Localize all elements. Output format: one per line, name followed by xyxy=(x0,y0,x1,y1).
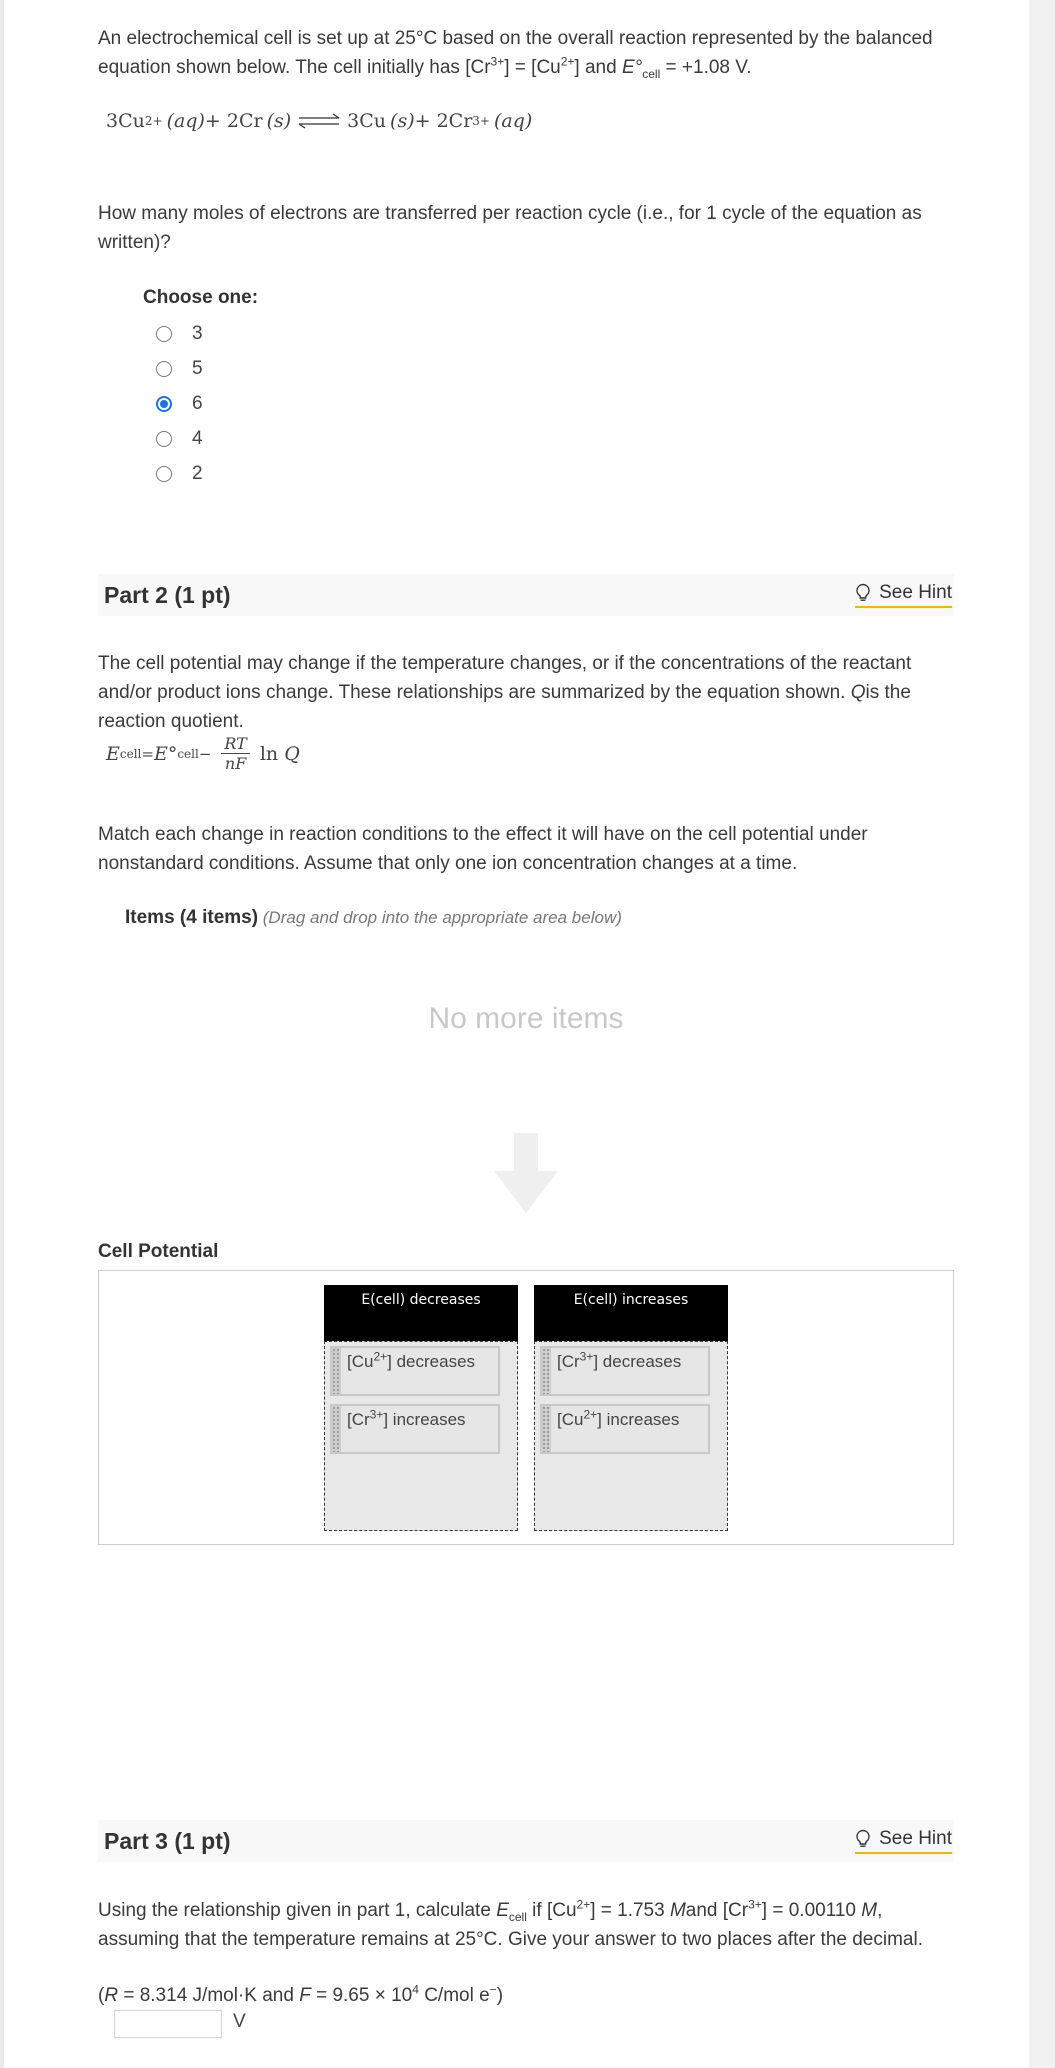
choice-group xyxy=(143,287,999,491)
scrollbar-track[interactable] xyxy=(1029,0,1055,2068)
drag-handle-icon[interactable] xyxy=(332,1406,341,1452)
radio-button-checked[interactable] xyxy=(156,396,172,412)
choice-option[interactable]: 4 xyxy=(156,421,999,456)
part3-header xyxy=(98,1820,954,1862)
question-line-1: How many moles of electrons are transferred per reaction cycle (i.e., for 1 cycle of the equation as xyxy=(98,203,922,224)
part3-title: Part 3 (1 pt) xyxy=(104,1827,231,1854)
intro-line-2: equation shown below. The cell initially has $[Cr^{3+}] = [Cu^{2+}]$ and $E^\circ_{cell} = +1.08$ V. xyxy=(98,54,752,81)
radio-button[interactable] xyxy=(156,361,172,377)
drag-item[interactable]: $[Cu^{2+}]$ increases xyxy=(540,1404,710,1454)
drag-item[interactable]: $[Cr^{3+}]$ increases xyxy=(330,1404,500,1454)
choose-one-label: Choose one: xyxy=(143,287,259,308)
question-line-2: written)? xyxy=(98,232,171,253)
items-header: Items (4 items) (Drag and drop into the appropriate area below) xyxy=(125,907,622,928)
bin-header: E(cell) increases xyxy=(534,1285,728,1341)
choice-option[interactable]: 2 xyxy=(156,456,999,491)
part3-constants: (R = 8.314 J/mol·K and $F = 9.65 \times 10^4$ C/mol e−) xyxy=(98,1982,504,2006)
part3-text: Using the relationship given in part 1, calculate $E_{cell}$ if $[Cu^{2+}] = 1.753$ Mand $[Cr^{3+}] = 0.00110$ M, assuming that the temperature remains at 25°C. Give your answer to two places after the decimal. xyxy=(98,1897,923,1950)
radio-button[interactable] xyxy=(156,326,172,342)
cell-potential-dropzone xyxy=(98,1270,954,1545)
nernst-equation: E cell = E° cell − $\frac{RT}{nF}$ ln Q xyxy=(106,734,300,773)
part2-title: Part 2 (1 pt) xyxy=(104,581,231,608)
radio-button[interactable] xyxy=(156,466,172,482)
unit-label: V xyxy=(233,2011,246,2032)
radio-button[interactable] xyxy=(156,431,172,447)
intro-line-1: An electrochemical cell is set up at 25°C based on the overall reaction represented by the balanced xyxy=(98,28,933,49)
cell-potential-title: Cell Potential xyxy=(98,1241,219,1262)
bin-ecell-increases[interactable] xyxy=(534,1285,728,1531)
part1-question xyxy=(98,199,954,257)
drag-handle-icon[interactable] xyxy=(542,1348,551,1394)
lightbulb-icon xyxy=(855,583,871,603)
part2-text: The cell potential may change if the temperature changes, or if the concentrations of the reactant and/or product ions change. These relationships are summarized by the equation shown. Qis the reaction quotient. xyxy=(98,653,912,732)
drag-item[interactable]: $[Cu^{2+}]$ decreases xyxy=(330,1346,500,1396)
drag-handle-icon[interactable] xyxy=(332,1348,341,1394)
no-more-items-text: No more items xyxy=(428,1002,624,1035)
part2-instructions: Match each change in reaction conditions to the effect it will have on the cell potential under nonstandard conditions. Assume that only one ion concentration changes at a time. xyxy=(98,824,868,874)
bin-header: E(cell) decreases xyxy=(324,1285,518,1341)
lightbulb-icon xyxy=(855,1829,871,1849)
choice-option[interactable]: 5 xyxy=(156,351,999,386)
bin-drop-area[interactable] xyxy=(534,1341,728,1531)
choice-option[interactable]: 3 xyxy=(156,316,999,351)
bin-drop-area[interactable] xyxy=(324,1341,518,1531)
part2-hint-link[interactable]: See Hint xyxy=(855,582,952,608)
down-arrow-icon xyxy=(494,1133,558,1213)
choice-option-selected[interactable]: 6 xyxy=(156,386,999,421)
equilibrium-arrow-icon xyxy=(297,113,341,129)
part1-intro xyxy=(98,24,954,82)
answer-input[interactable] xyxy=(114,2010,222,2038)
part3-hint-link[interactable]: See Hint xyxy=(855,1828,952,1854)
part2-header xyxy=(98,574,954,616)
drag-item[interactable]: $[Cr^{3+}]$ decreases xyxy=(540,1346,710,1396)
reaction-equation: 3Cu 2+ (aq) + 2Cr (s) 3Cu (s) + 2Cr 3+ (aq) xyxy=(106,110,533,132)
drag-handle-icon[interactable] xyxy=(542,1406,551,1452)
bin-ecell-decreases[interactable] xyxy=(324,1285,518,1531)
